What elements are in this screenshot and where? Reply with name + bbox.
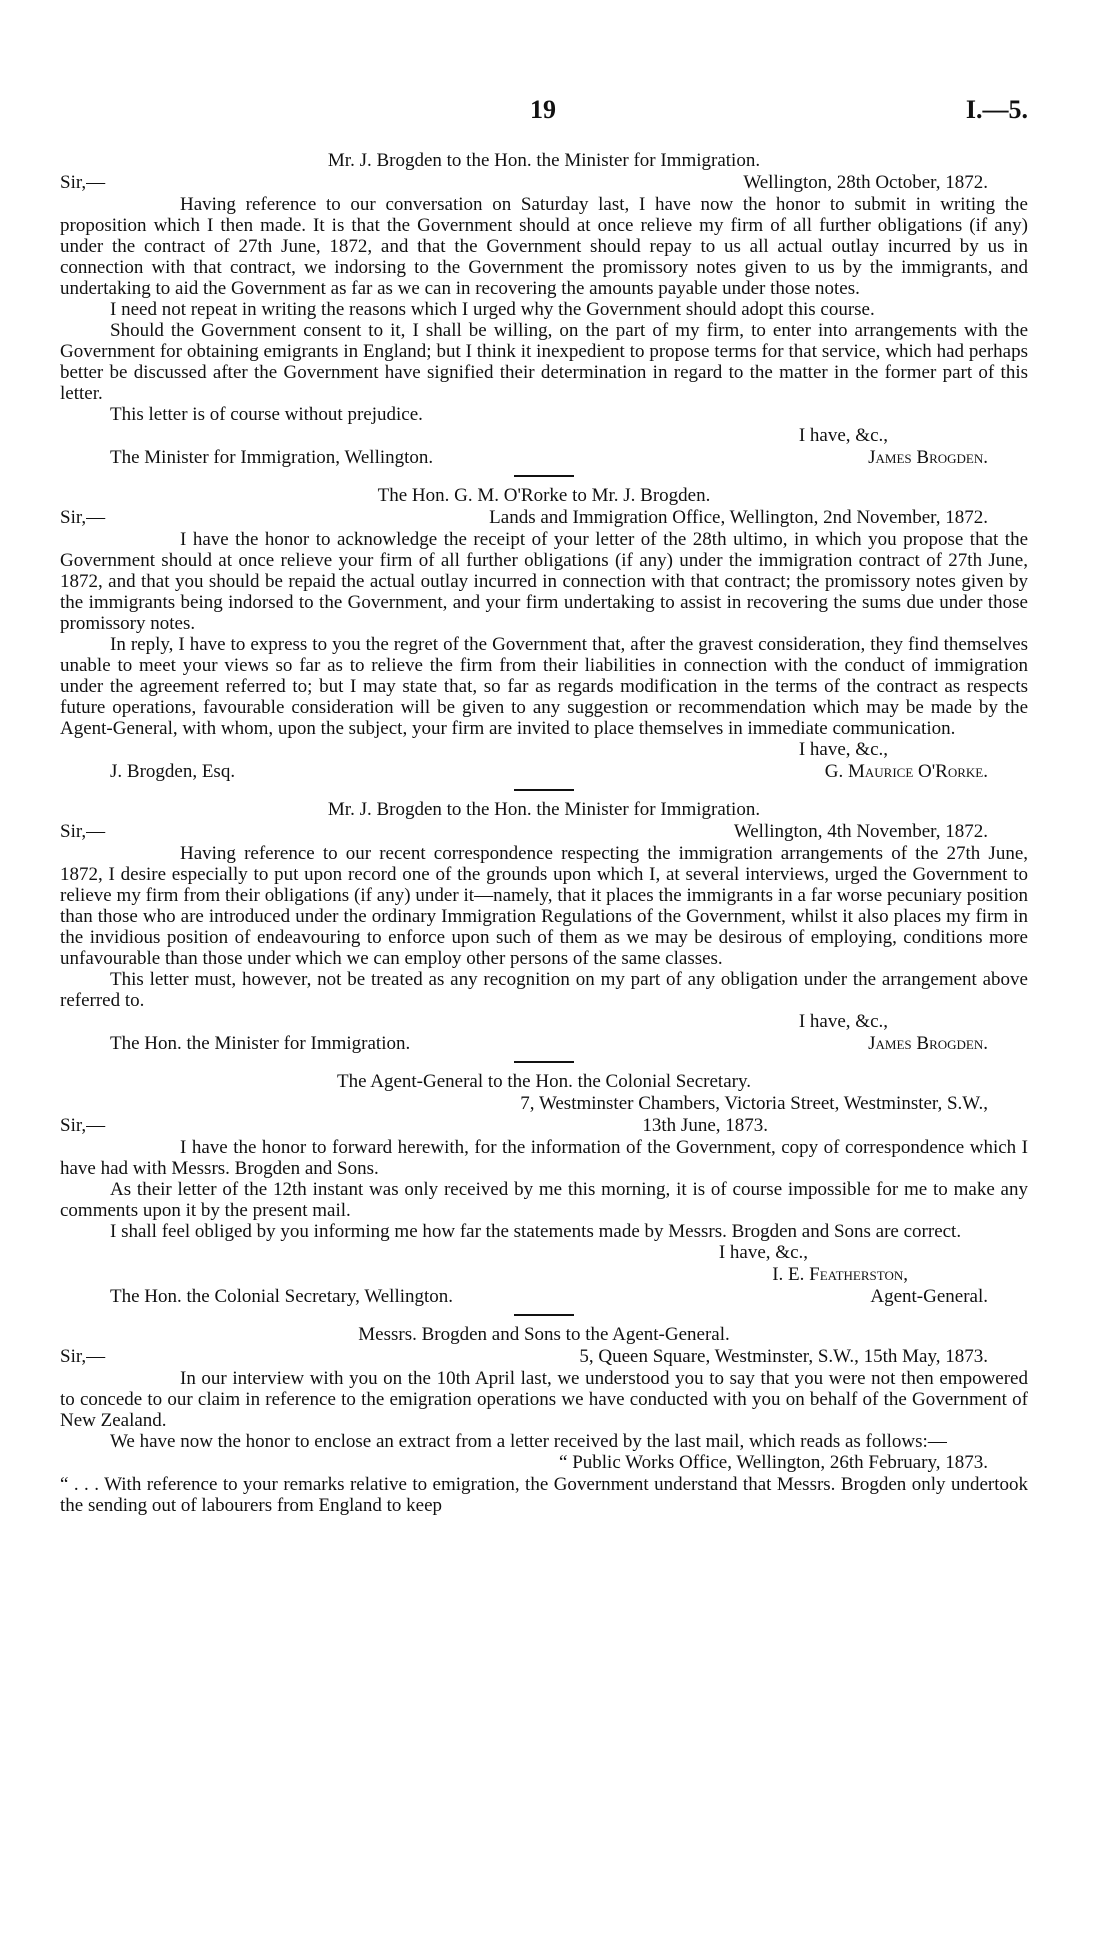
letter-title: The Hon. G. M. O'Rorke to Mr. J. Brogden. (377, 485, 711, 506)
paragraph: Having reference to our recent correspondence respecting the immigration arrangements of the 27th June, 1872, I desire especially to put upon record one of the grounds upon which I, at several interviews, urged the Government to relieve my firm from their obligations (if any) under it—namely, that it places the immigrants in a far worse pecuniary position than those who are introduced under the ordinary Immigration Regulations of the Government, whilst it also places my firm in the invidious position of endeavouring to enforce upon such of them as we may be desirous of employing, conditions more unfavourable than those under which we can employ other persons of the same classes. (60, 843, 1028, 969)
letter-title: Mr. J. Brogden to the Hon. the Minister for Immigration. (327, 150, 761, 171)
page-header (60, 0, 1028, 150)
page-number: 19 (530, 95, 556, 124)
addressee: The Hon. the Minister for Immigration. (110, 1033, 411, 1054)
divider (514, 789, 574, 791)
letter-title: Messrs. Brogden and Sons to the Agent-General. (358, 1324, 730, 1345)
paragraph: As their letter of the 12th instant was only received by me this morning, it is of course impossible for me to make any comments upon it by the present mail. (60, 1179, 1028, 1221)
salutation: Sir,— (60, 172, 106, 193)
signature-row (60, 1286, 1028, 1308)
letter-3 (60, 799, 1028, 1055)
signature-row (60, 447, 1028, 469)
document-reference: I.—5. (965, 95, 1028, 124)
salutation-row (60, 1346, 1028, 1368)
addressee: J. Brogden, Esq. (110, 761, 236, 782)
closing: I have, &c., (798, 425, 888, 446)
closing: I have, &c., (718, 1242, 808, 1263)
signature: I. E. Featherston, (772, 1264, 908, 1285)
divider (514, 1314, 574, 1316)
salutation-row (60, 172, 1028, 194)
closing: I have, &c., (798, 739, 888, 760)
paragraph: We have now the honor to enclose an extract from a letter received by the last mail, which reads as follows:— (110, 1431, 947, 1452)
letter-1 (60, 150, 1028, 469)
paragraph: Should the Government consent to it, I shall be willing, on the part of my firm, to enter into arrangements with the Government for obtaining emigrants in England; but I think it inexpedient to propose terms for that service, which had perhaps better be discussed after the Government have signified their determination in regard to the matter in the former part of this letter. (60, 320, 1028, 404)
paragraph: In reply, I have to express to you the regret of the Government that, after the gravest consideration, they find themselves unable to meet your views so far as to relieve the firm from their liabilities in connection with the conduct of immigration under the agreement referred to; but I may state that, so far as regards modification in the terms of the contract as respects future operations, favourable consideration will be given to any suggestion or recommendation which may be made by the Agent-General, with whom, upon the subject, your firm are invited to place themselves in immediate communication. (60, 634, 1028, 739)
letter-4 (60, 1071, 1028, 1308)
salutation-row (60, 821, 1028, 843)
letter-5 (60, 1324, 1028, 1516)
signature: James Brogden. (868, 447, 988, 468)
place-date: Lands and Immigration Office, Wellington, 2nd November, 1872. (489, 507, 988, 528)
signature-row (60, 1033, 1028, 1055)
salutation-row (60, 1115, 1028, 1137)
letter-title: The Agent-General to the Hon. the Colonial Secretary. (337, 1071, 751, 1092)
paragraph: I need not repeat in writing the reasons which I urged why the Government should adopt this course. (110, 299, 875, 320)
document-page (60, 0, 1028, 1518)
addressee: The Hon. the Colonial Secretary, Wellington. (110, 1286, 454, 1307)
paragraph: I shall feel obliged by you informing me how far the statements made by Messrs. Brogden and Sons are correct. (110, 1221, 962, 1242)
signature-row (60, 761, 1028, 783)
salutation-row (60, 507, 1028, 529)
salutation: Sir,— (60, 1115, 106, 1136)
letter-2 (60, 485, 1028, 783)
signature: G. Maurice O'Rorke. (824, 761, 988, 782)
paragraph: I have the honor to acknowledge the receipt of your letter of the 28th ultimo, in which you propose that the Government should at once relieve your firm of all further obligations (if any) under the immigration contract of 27th June, 1872, and that you should be repaid the actual outlay incurred in connection with that contract; the promissory notes given by the immigrants being indorsed to the Government, and your firm undertaking to assist in recovering the sums due under those promissory notes. (60, 529, 1028, 634)
addressee: The Minister for Immigration, Wellington. (110, 447, 434, 468)
place-date: Wellington, 4th November, 1872. (733, 821, 988, 842)
divider (514, 1061, 574, 1063)
place-date: 5, Queen Square, Westminster, S.W., 15th May, 1873. (579, 1346, 988, 1367)
signature-title: Agent-General. (870, 1286, 988, 1307)
place-date: 13th June, 1873. (642, 1115, 768, 1136)
salutation: Sir,— (60, 821, 106, 842)
paragraph: I have the honor to forward herewith, for the information of the Government, copy of correspondence which I have had with Messrs. Brogden and Sons. (60, 1137, 1028, 1179)
paragraph: This letter is of course without prejudice. (110, 404, 423, 425)
salutation: Sir,— (60, 507, 106, 528)
paragraph: This letter must, however, not be treated as any recognition on my part of any obligation under the arrangement above referred to. (60, 969, 1028, 1011)
place-date: Wellington, 28th October, 1872. (743, 172, 988, 193)
quote-text: “ . . . With reference to your remarks relative to emigration, the Government understand that Messrs. Brogden only undertook the sending out of labourers from England to keep (60, 1474, 1028, 1516)
closing: I have, &c., (798, 1011, 888, 1032)
signature: James Brogden. (868, 1033, 988, 1054)
divider (514, 475, 574, 477)
paragraph: In our interview with you on the 10th April last, we understood you to say that you were not then empowered to concede to our claim in reference to the emigration operations we have conducted with you on behalf of the Government of New Zealand. (60, 1368, 1028, 1431)
salutation: Sir,— (60, 1346, 106, 1367)
letter-title: Mr. J. Brogden to the Hon. the Minister for Immigration. (327, 799, 761, 820)
paragraph: Having reference to our conversation on Saturday last, I have now the honor to submit in writing the proposition which I then made. It is that the Government should at once relieve my firm of all further obligations (if any) under the contract of 27th June, 1872, and that the Government should repay to us all actual outlay incurred by us in connection with that contract, we indorsing to the Government the promissory notes given to us by the immigrants, and undertaking to aid the Government as far as we can in recovering the amounts payable under those notes. (60, 194, 1028, 299)
sender-address: 7, Westminster Chambers, Victoria Street, Westminster, S.W., (520, 1093, 988, 1114)
quote-heading: “ Public Works Office, Wellington, 26th February, 1873. (559, 1452, 988, 1473)
